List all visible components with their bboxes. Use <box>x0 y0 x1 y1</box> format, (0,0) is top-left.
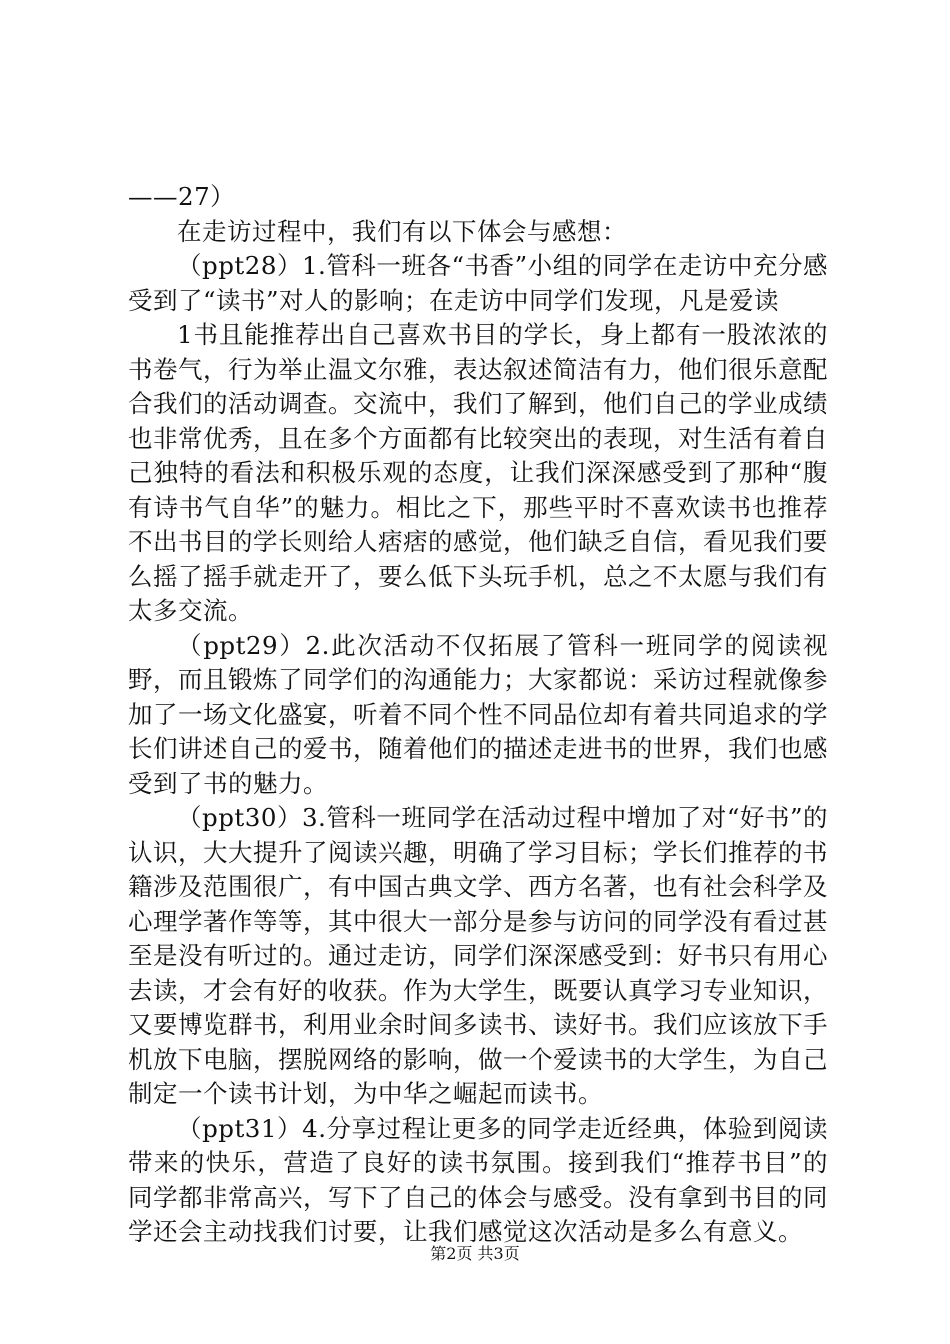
paragraph-point-2: （ppt29）2.此次活动不仅拓展了管科一班同学的阅读视野，而且锻炼了同学们的沟通能力；大家都说：采访过程就像参加了一场文化盛宴，听着不同个性不同品位却有着共同追求的学长们讲述自己的爱书，随着他们的描述走进书的世界，我们也感受到了书的魅力。 <box>128 630 828 798</box>
page-footer: 第2页 共3页 <box>430 1244 520 1263</box>
paragraph-continuation: ——27） <box>128 182 236 211</box>
paragraph-intro: 在走访过程中，我们有以下体会与感想： <box>177 216 627 246</box>
paragraph-point-3: （ppt30）3.管科一班同学在活动过程中增加了对“好书”的认识，大大提升了阅读兴趣，明确了学习目标；学长们推荐的书籍涉及范围很广，有中国古典文学、西方名著，也有社会科学及心理学著作等等，其中很大一部分是参与访问的同学没有看过甚至是没有听过的。通过走访，同学们深深感受到：好书只有用心去读，才会有好的收获。作为大学生，既要认真学习专业知识，又要博览群书，利用业余时间多读书、读好书。我们应该放下手机放下电脑，摆脱网络的影响，做一个爱读书的大学生，为自己制定一个读书计划，为中华之崛起而读书。 <box>128 803 828 1108</box>
paragraph-point-4: （ppt31）4.分享过程让更多的同学走近经典，体验到阅读带来的快乐，营造了良好的读书氛围。接到我们“推荐书目”的同学都非常高兴，写下了自己的体会与感受。没有拿到书目的同学还会主动找我们讨要，让我们感觉这次活动是多么有意义。 <box>128 1113 828 1246</box>
paragraph-point-1-continued: 1书且能推荐出自己喜欢书目的学长，身上都有一股浓浓的书卷气，行为举止温文尔雅，表达叙述简洁有力，他们很乐意配合我们的活动调查。交流中，我们了解到，他们自己的学业成绩也非常优秀，且在多个方面都有比较突出的表现，对生活有着自己独特的看法和积极乐观的态度，让我们深深感受到了那种“腹有诗书气自华”的魅力。相比之下，那些平时不喜欢读书也推荐不出书目的学长则给人痞痞的感觉，他们缺乏自信，看见我们要么摇了摇手就走开了，要么低下头玩手机，总之不太愿与我们有太多交流。 <box>128 320 828 625</box>
paragraph-point-1: （ppt28）1.管科一班各“书香”小组的同学在走访中充分感受到了“读书”对人的影响；在走访中同学们发现，凡是爱读 <box>128 251 828 315</box>
document-body <box>128 180 828 1250</box>
